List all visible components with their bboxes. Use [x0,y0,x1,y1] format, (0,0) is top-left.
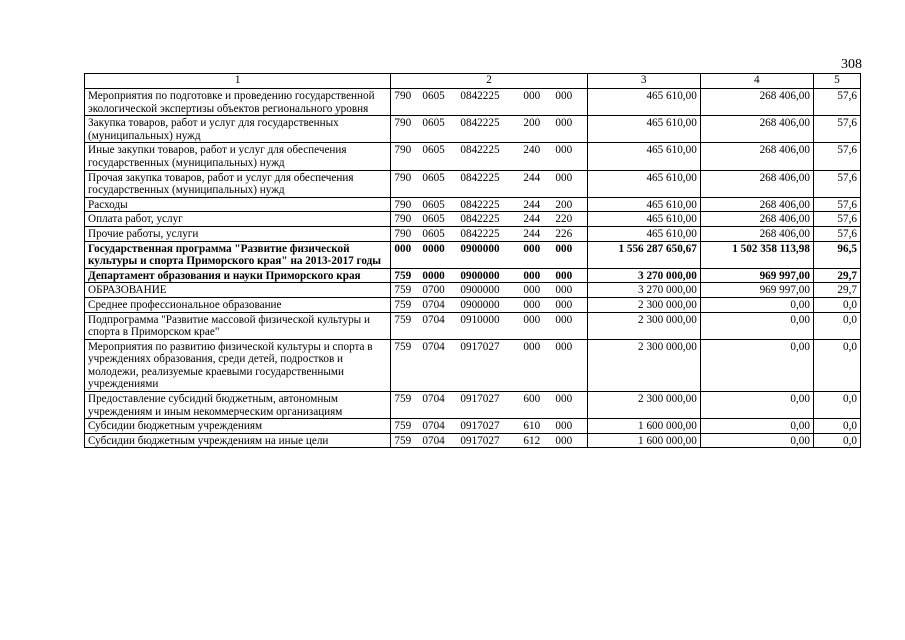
row-name-cell: Мероприятия по подготовке и проведению государственной экологической экспертизы объектов регионального уровня [85,89,391,116]
approved-amount-cell: 465 610,00 [587,197,700,212]
kosgu-code: 000 [555,434,573,447]
executed-amount-cell: 0,00 [700,339,813,391]
executed-amount-cell: 0,00 [700,392,813,419]
table-row [85,197,861,212]
section-code: 0605 [422,213,445,226]
approved-amount-cell: 1 556 287 650,67 [587,241,700,268]
ministry-code: 759 [394,298,412,311]
ministry-code: 000 [394,242,412,255]
ministry-code: 790 [394,117,412,130]
budget-code-cell [391,143,587,170]
expense-type-code: 244 [523,213,541,226]
approved-amount-cell: 1 600 000,00 [587,433,700,448]
expense-type-code: 200 [523,117,541,130]
expense-type-code: 244 [523,198,541,211]
approved-amount-cell: 3 270 000,00 [587,283,700,298]
section-code: 0700 [422,284,445,297]
expense-type-code: 244 [523,171,541,184]
execution-percent-cell: 0,0 [813,419,860,434]
target-article-code: 0842225 [460,227,500,240]
approved-amount-cell: 465 610,00 [587,143,700,170]
section-code: 0605 [422,90,445,102]
execution-percent-cell: 29,7 [813,268,860,283]
ministry-code: 790 [394,213,412,226]
budget-code-cell [391,392,587,419]
expense-type-code: 244 [523,227,541,240]
expense-type-code: 000 [523,90,541,102]
row-name-cell: Расходы [85,197,391,212]
target-article-code: 0917027 [460,434,500,447]
execution-percent-cell: 0,0 [813,392,860,419]
executed-amount-cell: 268 406,00 [700,89,813,116]
section-code: 0704 [422,393,445,406]
target-article-code: 0900000 [460,242,500,255]
row-name-cell: Оплата работ, услуг [85,212,391,227]
target-article-code: 0842225 [460,198,500,211]
section-code: 0605 [422,198,445,211]
ministry-code: 790 [394,227,412,240]
page-number: 308 [841,57,862,72]
budget-code-cell [391,116,587,143]
row-name-cell: Иные закупки товаров, работ и услуг для обеспечения государственных (муниципальных) нужд [85,143,391,170]
execution-percent-cell: 0,0 [813,312,860,339]
target-article-code: 0917027 [460,420,500,433]
table-row [85,433,861,448]
table-row [85,89,861,116]
ministry-code: 759 [394,434,412,447]
section-code: 0000 [422,242,445,255]
approved-amount-cell: 2 300 000,00 [587,392,700,419]
approved-amount-cell: 465 610,00 [587,116,700,143]
column-header-3: 3 [587,74,700,89]
table-row [85,297,861,312]
kosgu-code: 000 [555,313,573,326]
budget-code-cell [391,339,587,391]
section-code: 0605 [422,117,445,130]
approved-amount-cell: 2 300 000,00 [587,312,700,339]
budget-code-cell [391,170,587,197]
table-row [85,392,861,419]
execution-percent-cell: 57,6 [813,89,860,116]
kosgu-code: 000 [555,90,573,102]
executed-amount-cell: 268 406,00 [700,116,813,143]
column-header-4: 4 [700,74,813,89]
kosgu-code: 000 [555,420,573,433]
executed-amount-cell: 268 406,00 [700,170,813,197]
table-row [85,143,861,170]
section-code: 0704 [422,340,445,353]
table-row [85,339,861,391]
table-body [85,89,861,448]
execution-percent-cell: 57,6 [813,116,860,143]
budget-code-cell [391,312,587,339]
row-name-cell: Прочие работы, услуги [85,226,391,241]
budget-code-cell [391,268,587,283]
target-article-code: 0842225 [460,117,500,130]
section-code: 0704 [422,420,445,433]
ministry-code: 759 [394,340,412,353]
approved-amount-cell: 2 300 000,00 [587,339,700,391]
execution-percent-cell: 57,6 [813,170,860,197]
kosgu-code: 000 [555,117,573,130]
budget-code-cell [391,283,587,298]
kosgu-code: 000 [555,269,573,282]
section-code: 0000 [422,269,445,282]
execution-percent-cell: 57,6 [813,226,860,241]
target-article-code: 0842225 [460,144,500,157]
section-code: 0605 [422,171,445,184]
ministry-code: 790 [394,198,412,211]
column-header-1: 1 [85,74,391,89]
kosgu-code: 000 [555,284,573,297]
row-name-cell: Прочая закупка товаров, работ и услуг для обеспечения государственных (муниципальных) нужд [85,170,391,197]
kosgu-code: 000 [555,340,573,353]
section-code: 0605 [422,144,445,157]
row-name-cell: Мероприятия по развитию физической культуры и спорта в учреждениях образования, среди детей, подростков и молодежи, реализуемые краевыми государственными учреждениями [85,339,391,391]
budget-code-cell [391,212,587,227]
execution-percent-cell: 0,0 [813,297,860,312]
budget-code-cell [391,297,587,312]
kosgu-code: 000 [555,242,573,255]
column-header-5: 5 [813,74,860,89]
budget-code-cell [391,226,587,241]
expense-type-code: 612 [523,434,541,447]
executed-amount-cell: 1 502 358 113,98 [700,241,813,268]
expense-type-code: 000 [523,313,541,326]
executed-amount-cell: 0,00 [700,312,813,339]
ministry-code: 759 [394,269,412,282]
kosgu-code: 226 [555,227,573,240]
table-row [85,268,861,283]
approved-amount-cell: 465 610,00 [587,226,700,241]
ministry-code: 759 [394,420,412,433]
target-article-code: 0842225 [460,90,500,102]
execution-percent-cell: 0,0 [813,339,860,391]
column-number-header-row [85,74,861,89]
target-article-code: 0917027 [460,393,500,406]
executed-amount-cell: 268 406,00 [700,143,813,170]
section-code: 0704 [422,434,445,447]
row-name-cell: Субсидии бюджетным учреждениям [85,419,391,434]
kosgu-code: 220 [555,213,573,226]
table-row [85,116,861,143]
ministry-code: 759 [394,313,412,326]
expense-type-code: 000 [523,340,541,353]
execution-percent-cell: 29,7 [813,283,860,298]
executed-amount-cell: 969 997,00 [700,268,813,283]
row-name-cell: Предоставление субсидий бюджетным, автономным учреждениям и иным некоммерческим организациям [85,392,391,419]
expense-type-code: 240 [523,144,541,157]
target-article-code: 0900000 [460,284,500,297]
kosgu-code: 000 [555,393,573,406]
ministry-code: 759 [394,393,412,406]
target-article-code: 0900000 [460,298,500,311]
executed-amount-cell: 268 406,00 [700,226,813,241]
executed-amount-cell: 969 997,00 [700,283,813,298]
approved-amount-cell: 3 270 000,00 [587,268,700,283]
executed-amount-cell: 0,00 [700,419,813,434]
target-article-code: 0917027 [460,340,500,353]
row-name-cell: Субсидии бюджетным учреждениям на иные цели [85,433,391,448]
section-code: 0605 [422,227,445,240]
approved-amount-cell: 465 610,00 [587,212,700,227]
table-row [85,312,861,339]
budget-code-cell [391,419,587,434]
expense-type-code: 000 [523,298,541,311]
budget-code-cell [391,433,587,448]
budget-code-cell [391,89,587,116]
table-row [85,170,861,197]
row-name-cell: Государственная программа "Развитие физической культуры и спорта Приморского края" на 2013-2017 годы [85,241,391,268]
expense-type-code: 000 [523,269,541,282]
ministry-code: 790 [394,90,412,102]
ministry-code: 759 [394,284,412,297]
executed-amount-cell: 0,00 [700,433,813,448]
row-name-cell: Закупка товаров, работ и услуг для государственных (муниципальных) нужд [85,116,391,143]
row-name-cell: ОБРАЗОВАНИЕ [85,283,391,298]
kosgu-code: 000 [555,298,573,311]
approved-amount-cell: 465 610,00 [587,170,700,197]
table-row [85,283,861,298]
budget-execution-table [84,73,861,448]
execution-percent-cell: 57,6 [813,143,860,170]
target-article-code: 0842225 [460,213,500,226]
ministry-code: 790 [394,171,412,184]
expense-type-code: 000 [523,284,541,297]
approved-amount-cell: 1 600 000,00 [587,419,700,434]
ministry-code: 790 [394,144,412,157]
executed-amount-cell: 268 406,00 [700,197,813,212]
row-name-cell: Департамент образования и науки Приморского края [85,268,391,283]
approved-amount-cell: 2 300 000,00 [587,297,700,312]
executed-amount-cell: 0,00 [700,297,813,312]
table-row [85,212,861,227]
column-header-2: 2 [391,74,587,89]
kosgu-code: 200 [555,198,573,211]
row-name-cell: Среднее профессиональное образование [85,297,391,312]
target-article-code: 0900000 [460,269,500,282]
kosgu-code: 000 [555,171,573,184]
execution-percent-cell: 57,6 [813,197,860,212]
executed-amount-cell: 268 406,00 [700,212,813,227]
expense-type-code: 000 [523,242,541,255]
table-row [85,419,861,434]
execution-percent-cell: 0,0 [813,433,860,448]
approved-amount-cell: 465 610,00 [587,89,700,116]
expense-type-code: 600 [523,393,541,406]
table-row [85,241,861,268]
target-article-code: 0842225 [460,171,500,184]
row-name-cell: Подпрограмма "Развитие массовой физической культуры и спорта в Приморском крае" [85,312,391,339]
budget-code-cell [391,241,587,268]
section-code: 0704 [422,298,445,311]
table-row [85,226,861,241]
section-code: 0704 [422,313,445,326]
target-article-code: 0910000 [460,313,500,326]
expense-type-code: 610 [523,420,541,433]
execution-percent-cell: 57,6 [813,212,860,227]
budget-code-cell [391,197,587,212]
execution-percent-cell: 96,5 [813,241,860,268]
kosgu-code: 000 [555,144,573,157]
